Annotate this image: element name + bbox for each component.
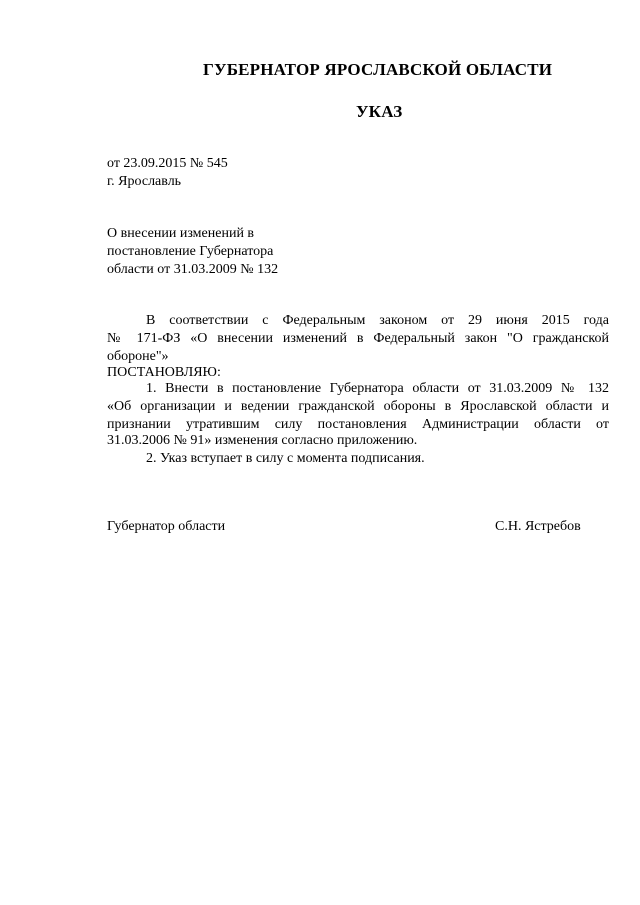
- subject-line-2: постановление Губернатора: [107, 244, 274, 259]
- item1-line-1: 1. Внести в постановление Губернатора области от 31.03.2009 № 132: [146, 381, 609, 396]
- resolve-word: ПОСТАНОВЛЯЮ:: [107, 365, 221, 380]
- item1-line-4: 31.03.2006 № 91» изменения согласно приложению.: [107, 433, 418, 448]
- item2-line: 2. Указ вступает в силу с момента подписания.: [146, 451, 425, 466]
- preamble-line-3: обороне"»: [107, 349, 169, 364]
- issuer-title: ГУБЕРНАТОР ЯРОСЛАВСКОЙ ОБЛАСТИ: [203, 60, 553, 79]
- city: г. Ярославль: [107, 174, 182, 189]
- subject-line-3: области от 31.03.2009 № 132: [107, 262, 279, 277]
- signatory-name: С.Н. Ястребов: [495, 519, 581, 534]
- item1-line-3: признании утратившим силу постановления Администрации области от: [107, 417, 609, 432]
- document-type: УКАЗ: [356, 102, 403, 121]
- subject-line-1: О внесении изменений в: [107, 226, 255, 241]
- signatory-position: Губернатор области: [107, 519, 226, 534]
- preamble-line-2: № 171-ФЗ «О внесении изменений в Федеральный закон "О гражданской: [107, 331, 609, 346]
- item1-line-2: «Об организации и ведении гражданской обороны в Ярославской области и: [107, 399, 609, 414]
- date-number: от 23.09.2015 № 545: [107, 156, 228, 171]
- preamble-line-1: В соответствии с Федеральным законом от 29 июня 2015 года: [146, 313, 609, 328]
